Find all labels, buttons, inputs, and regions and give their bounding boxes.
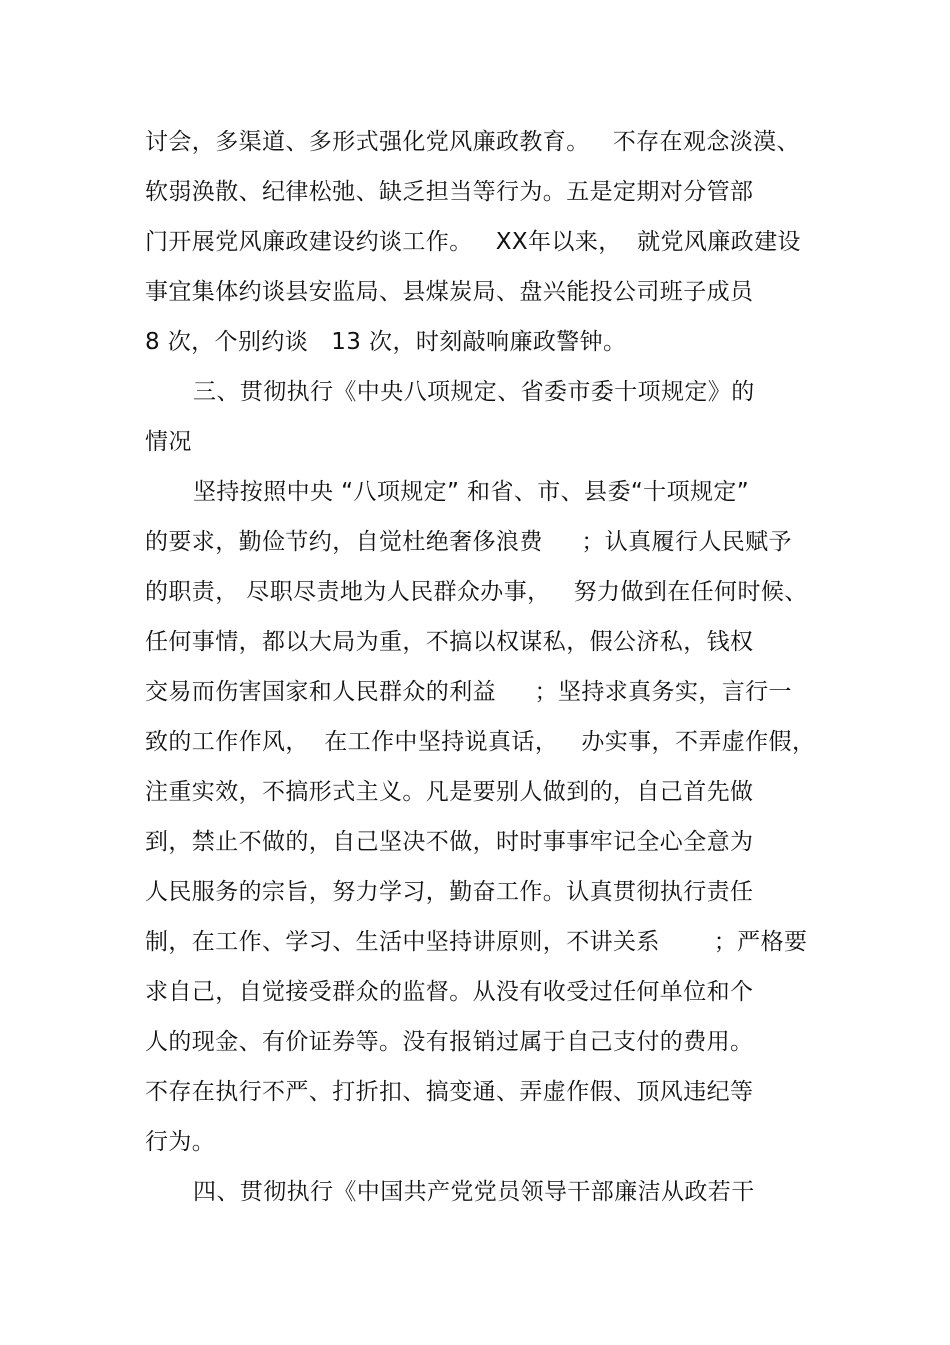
- text-line-3: 门开展党风廉政建设约谈工作。 XX年以来， 就党风廉政建设: [145, 229, 801, 255]
- text-line-16: 人民服务的宗旨，努力学习，勤奋工作。认真贯彻执行责任: [145, 879, 754, 905]
- text-line-14: 注重实效，不搞形式主义。凡是要别人做到的，自己首先做: [145, 779, 754, 805]
- section-heading-4: 四、贯彻执行《中国共产党党员领导干部廉洁从政若干: [193, 1179, 755, 1205]
- text-line-12: 交易而伤害国家和人民群众的利益 ；坚持求真务实，言行一: [145, 679, 792, 705]
- section-heading-3: 三、贯彻执行《中央八项规定、省委市委十项规定》的: [193, 379, 755, 405]
- text-line-10: 的职责， 尽职尽责地为人民群众办事， 努力做到在任何时候、: [145, 579, 808, 605]
- text-line-13: 致的工作作风， 在工作中坚持说真话， 办实事，不弄虚作假，: [145, 729, 816, 755]
- text-line-18: 求自己，自觉接受群众的监督。从没有收受过任何单位和个: [145, 979, 754, 1005]
- text-line-21: 行为。: [145, 1129, 216, 1155]
- text-line-1: 讨会，多渠道、多形式强化党风廉政教育。 不存在观念淡漠、: [145, 129, 800, 155]
- text-line-19: 人的现金、有价证券等。没有报销过属于自己支付的费用。: [145, 1029, 754, 1055]
- text-line-5: 8 次，个别约谈 13 次，时刻敲响廉政警钟。: [145, 329, 627, 355]
- text-line-9: 的要求，勤俭节约，自觉杜绝奢侈浪费 ；认真履行人民赋予: [145, 529, 792, 555]
- text-line-20: 不存在执行不严、打折扣、搞变通、弄虚作假、顶风违纪等: [145, 1079, 754, 1105]
- section-heading-3-cont: 情况: [145, 429, 192, 455]
- text-line-15: 到，禁止不做的，自己坚决不做，时时事事牢记全心全意为: [145, 829, 754, 855]
- text-line-4: 事宜集体约谈县安监局、县煤炭局、盘兴能投公司班子成员: [145, 279, 754, 305]
- text-line-11: 任何事情，都以大局为重，不搞以权谋私，假公济私，钱权: [145, 629, 754, 655]
- text-line-2: 软弱涣散、纪律松弛、缺乏担当等行为。五是定期对分管部: [145, 179, 754, 205]
- text-line-8: 坚持按照中央 “八项规定” 和省、市、县委“十项规定”: [193, 479, 750, 505]
- text-line-17: 制，在工作、学习、生活中坚持讲原则，不讲关系 ；严格要: [145, 929, 808, 955]
